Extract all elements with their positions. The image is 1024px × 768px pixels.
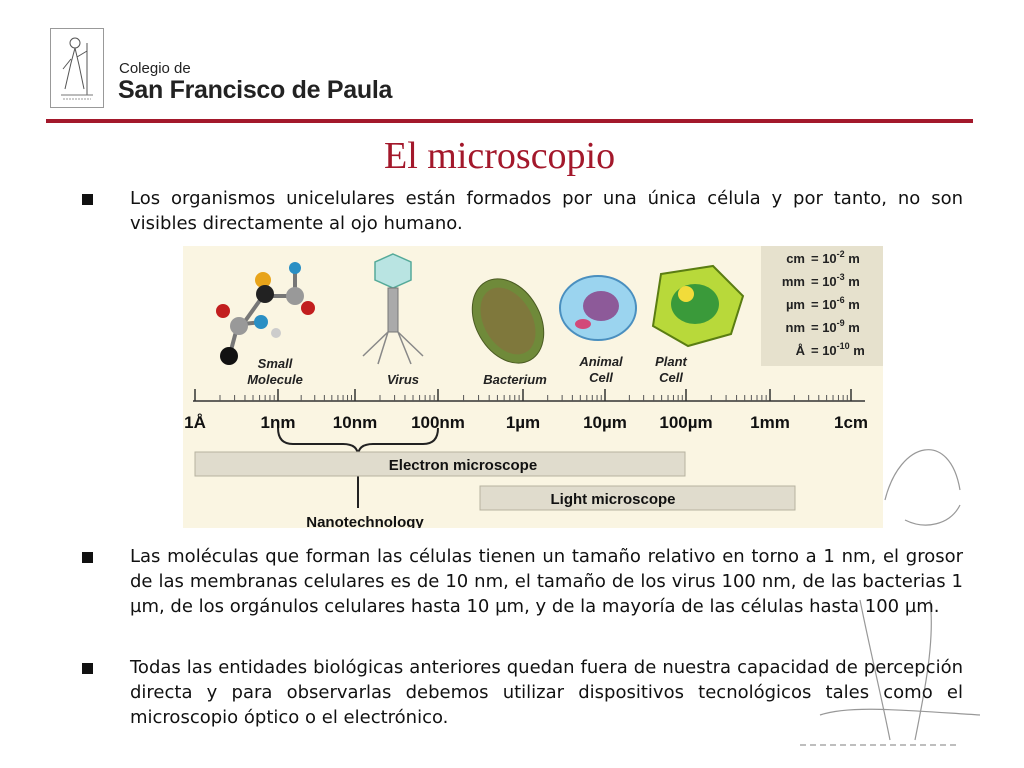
unit-name: Å — [795, 343, 805, 358]
small-molecule-icon — [216, 262, 315, 365]
bacterium-icon — [458, 266, 558, 376]
label-plant-2: Cell — [659, 370, 683, 385]
size-scale-diagram — [183, 246, 883, 528]
school-logo — [50, 28, 104, 108]
unit-value: = $10^{-3}$ m — [811, 272, 860, 289]
scale-label: 1cm — [833, 413, 869, 432]
light-microscope-label: Light microscope — [550, 491, 676, 508]
plant-cell-icon — [653, 266, 743, 346]
scale-labels — [184, 413, 868, 432]
scale-label: 1µm — [505, 413, 541, 432]
bullet-square-icon — [82, 194, 93, 205]
bullet-text-3: Todas las entidades biológicas anteriores quedan fuera de nuestra capacidad de percepción directa y para observarlas debemos utilizar dispositivos tecnológicos tales como el microscopio óptico o el electrónico. — [130, 657, 963, 728]
label-small-molecule-2: Molecule — [247, 372, 303, 387]
unit-name: nm — [785, 320, 805, 335]
header-divider — [46, 119, 973, 123]
bullet-text-1: Los organismos unicelulares están formados por una única célula y por tanto, no son visibles directamente al ojo humano. — [130, 188, 963, 234]
label-animal-1: Animal — [579, 354, 623, 369]
nanotechnology-label: Nanotechnology — [306, 514, 424, 528]
scale-ticks — [195, 389, 851, 401]
bullet-text-2: Las moléculas que forman las células tienen un tamaño relativo en torno a 1 nm, el grosor de las membranas celulares es de 10 nm, el tamaño de los virus 100 nm, de las bacterias 1 µm, de los orgánulos celulares hasta 10 µm, y de la mayoría de las células hasta 100 µm. — [130, 546, 963, 617]
label-plant-1: Plant — [655, 354, 687, 369]
unit-value: = $10^{-9}$ m — [811, 318, 860, 335]
unit-name: mm — [781, 274, 805, 289]
scale-label: 100nm — [411, 413, 465, 432]
animal-cell-icon — [560, 276, 636, 340]
scale-label: 1nm — [260, 413, 296, 432]
label-animal-2: Cell — [589, 370, 613, 385]
scale-label: 10nm — [332, 413, 378, 432]
label-bacterium: Bacterium — [483, 372, 547, 387]
electron-microscope-label: Electron microscope — [388, 457, 538, 474]
unit-name: cm — [786, 251, 805, 266]
scale-label: 1mm — [750, 413, 790, 432]
scale-label: 100µm — [659, 413, 713, 432]
size-scale-figure — [183, 246, 883, 528]
unit-name: µm — [785, 297, 805, 312]
unit-value: = $10^{-2}$ m — [811, 249, 860, 266]
label-virus: Virus — [386, 372, 420, 387]
unit-value: = $10^{-6}$ m — [811, 295, 860, 312]
slide-title: El microscopio — [384, 135, 616, 177]
scale-label: 1Å — [184, 413, 206, 432]
scale-label: 10µm — [583, 413, 627, 432]
logo-line-1: Colegio de — [119, 60, 191, 77]
bullet-square-icon — [82, 663, 93, 674]
label-small-molecule-1: Small — [257, 356, 293, 371]
bullet-square-icon — [82, 552, 93, 563]
saint-figure-icon — [51, 29, 103, 107]
virus-icon — [363, 254, 423, 364]
unit-value: = $10^{-10}$ m — [811, 341, 865, 358]
logo-line-2: San Francisco de Paula — [118, 76, 393, 104]
